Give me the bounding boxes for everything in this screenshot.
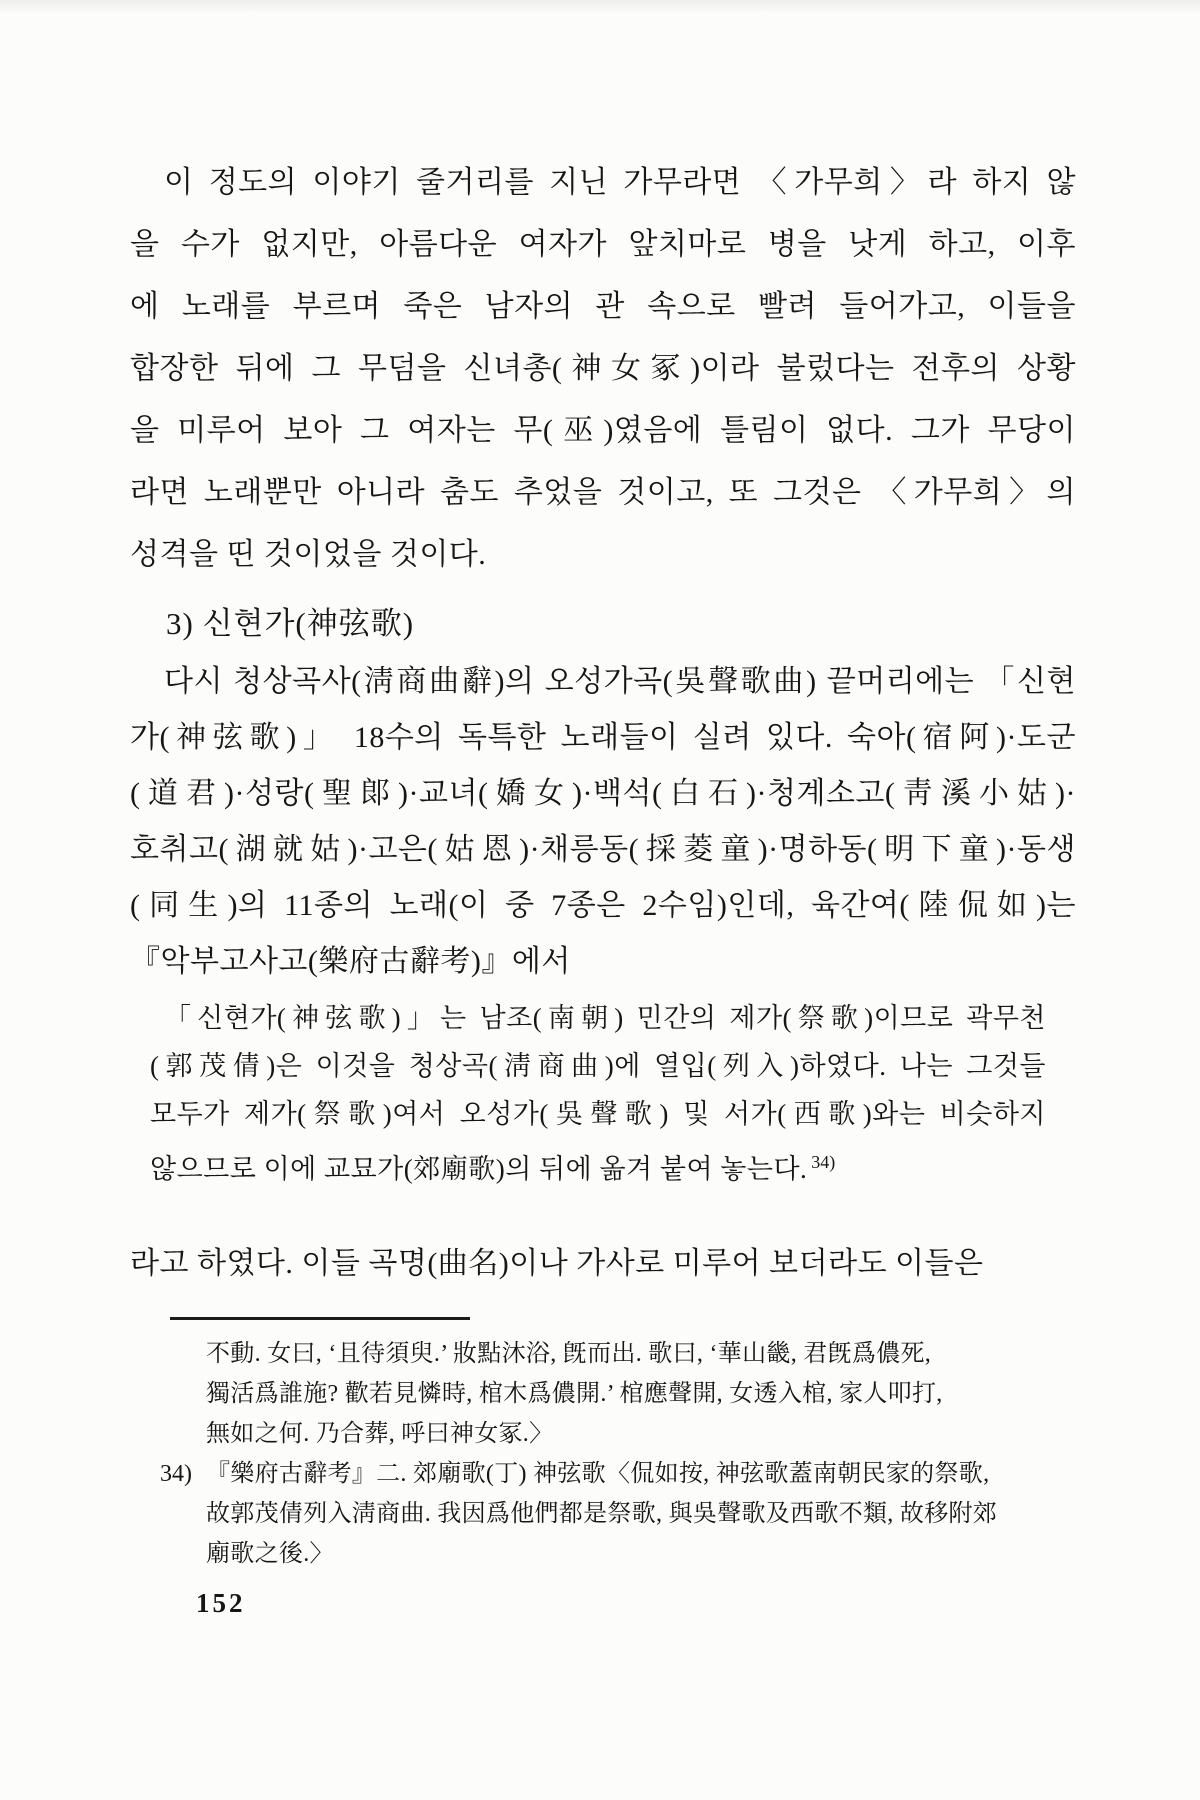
block-quote [150, 994, 1046, 1193]
footnote-line: 故郭茂倩列入淸商曲. 我因爲他們都是祭歌, 與吳聲歌及西歌不類, 故移附郊 [206, 1501, 998, 1527]
footnote-line: 無如之何. 乃合葬, 呼曰神女冢.〉 [206, 1421, 554, 1447]
quote-line: (郭茂倩)은 이것을 청상곡(淸商曲)에 열입(列入)하였다. 나는 그것들 [150, 1051, 1046, 1081]
body-line: (同生)의 11종의 노래(이 중 7종은 2수임)인데, 육간여(陸侃如)는 [130, 889, 1076, 922]
body-line: 가(神弦歌)」 18수의 독특한 노래들이 실려 있다. 숙아(宿阿)·도군 [130, 721, 1076, 754]
footnote-line: 不動. 女曰, ‘且待須臾.’ 妝點沐浴, 旣而出. 歌曰, ‘華山畿, 君旣爲儂死, [206, 1341, 932, 1367]
body-line: 라고 하였다. 이들 곡명(曲名)이나 가사로 미루어 보더라도 이들은 [130, 1247, 984, 1280]
footnote-marker: 34) [160, 1461, 192, 1487]
footnote-body [130, 1494, 1092, 1574]
page-number: 152 [196, 1588, 246, 1618]
quote-line-text: 않으므로 이에 교묘가(郊廟歌)의 뒤에 옮겨 붙여 놓는다. [150, 1154, 808, 1184]
footnote-line: 獨活爲誰施? 歡若見憐時, 棺木爲儂開.’ 棺應聲開, 女透入棺, 家人叩打, [206, 1381, 943, 1407]
body-line: (道君)·성랑(聖郞)·교녀(嬌女)·백석(白石)·청계소고(靑溪小姑)· [130, 777, 1076, 810]
footnote-34 [130, 1454, 1092, 1574]
quote-line: 모두가 제가(祭歌)여서 오성가(吳聲歌) 및 서가(西歌)와는 비슷하지 [150, 1099, 1046, 1129]
body-line: 성격을 띤 것이었을 것이다. [130, 538, 487, 571]
body-line: 다시 청상곡사(淸商曲辭)의 오성가곡(吳聲歌曲) 끝머리에는 「신현 [164, 665, 1076, 698]
paragraph-2 [130, 654, 1076, 990]
section-heading: 3) 신현가(神弦歌) [166, 606, 415, 641]
footnote-first-line [130, 1454, 1092, 1494]
body-line: 라면 노래뿐만 아니라 춤도 추었을 것이고, 또 그것은 〈가무희〉의 [130, 476, 1076, 509]
body-line: 에 노래를 부르며 죽은 남자의 관 속으로 빨려 들어가고, 이들을 [130, 290, 1076, 323]
footnote-line: 『樂府古辭考』二. 郊廟歌(丁) 神弦歌〈侃如按, 神弦歌蓋南朝民家的祭歌, [206, 1461, 990, 1487]
footnotes-section [130, 1334, 1092, 1574]
quote-line [150, 1138, 1046, 1193]
footnote-ref-34: 34) [811, 1152, 836, 1172]
body-line: 을 미루어 보아 그 여자는 무(巫)였음에 틀림이 없다. 그가 무당이 [130, 414, 1076, 447]
body-line: 을 수가 없지만, 아름다운 여자가 앞치마로 병을 낫게 하고, 이후 [130, 228, 1076, 261]
footnote-continuation [130, 1334, 1092, 1454]
body-line: 합장한 뒤에 그 무덤을 신녀총(神女冢)이라 불렀다는 전후의 상황 [130, 352, 1076, 385]
body-line: 호취고(湖就姑)·고은(姑恩)·채릉동(採菱童)·명하동(明下童)·동생 [130, 833, 1076, 866]
body-line: 이 정도의 이야기 줄거리를 지닌 가무라면 〈가무희〉라 하지 않 [164, 166, 1076, 199]
body-line: 『악부고사고(樂府古辭考)』에서 [130, 945, 571, 978]
paragraph-3 [130, 1233, 1076, 1295]
footnote-separator-rule [170, 1317, 470, 1320]
quote-line: 「신현가(神弦歌)」는 남조(南朝) 민간의 제가(祭歌)이므로 곽무천 [164, 1003, 1046, 1033]
paragraph-1 [130, 152, 1076, 586]
footnote-line: 廟歌之後.〉 [206, 1541, 334, 1567]
